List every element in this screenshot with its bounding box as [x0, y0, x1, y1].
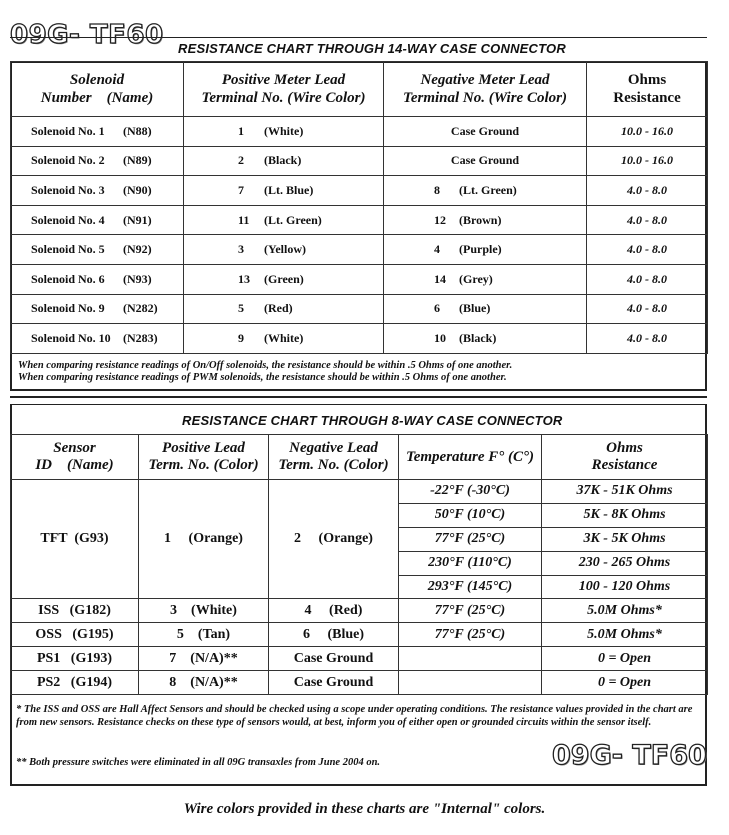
logo-top: 09G- TF60 — [10, 20, 164, 50]
solenoid-number: Solenoid No. 10 — [31, 330, 111, 345]
tft-ohms: 3K - 5K Ohms — [542, 527, 708, 551]
chart1-header-row — [11, 62, 708, 117]
solenoid-name: (N283) — [123, 330, 158, 345]
sensor-id: OSS (G195) — [11, 623, 139, 647]
temperature — [399, 647, 542, 671]
logo-bottom: 09G- TF60 — [552, 740, 707, 771]
header-text: ID (Name) — [35, 457, 114, 473]
ohms-value: 5.0M Ohms* — [542, 599, 708, 623]
terminal-number: 10 — [434, 330, 446, 345]
case-ground: Case Ground — [450, 123, 520, 138]
wire-color: (Red) — [264, 301, 293, 316]
solenoid-cell — [11, 117, 184, 147]
solenoid-name: (N282) — [123, 301, 158, 316]
terminal-number: 3 — [238, 242, 244, 257]
terminal-number: 14 — [434, 271, 446, 286]
wire-color: (Lt. Green) — [264, 212, 322, 227]
solenoid-cell — [11, 324, 184, 354]
header-text: Terminal No. (Wire Color) — [201, 90, 366, 106]
positive-lead: 5 (Tan) — [139, 623, 269, 647]
tft-temp: -22°F (-30°C) — [399, 480, 542, 504]
header-negative-lead — [269, 435, 399, 480]
header-text: Negative Meter Lead — [420, 72, 550, 88]
tft-ohms: 37K - 51K Ohms — [542, 480, 708, 504]
negative-terminal — [384, 294, 587, 324]
divider — [10, 396, 707, 398]
wire-color: (Lt. Blue) — [264, 182, 314, 197]
terminal-number: 4 — [434, 242, 440, 257]
temperature: 77°F (25°C) — [399, 599, 542, 623]
ohms-value: 0 = Open — [542, 671, 708, 695]
solenoid-name: (N91) — [123, 212, 152, 227]
wire-color: (Black) — [459, 330, 497, 345]
negative-lead: 4 (Red) — [269, 599, 399, 623]
solenoid-cell — [11, 264, 184, 294]
positive-lead: 3 (White) — [139, 599, 269, 623]
table-row — [11, 647, 708, 671]
wire-color: (Green) — [264, 271, 304, 286]
terminal-number: 1 — [238, 123, 244, 138]
solenoid-name: (N89) — [123, 153, 152, 168]
positive-terminal — [184, 324, 384, 354]
ohms-value: 10.0 - 16.0 — [587, 146, 708, 176]
tft-temp: 50°F (10°C) — [399, 503, 542, 527]
positive-lead: 7 (N/A)** — [139, 647, 269, 671]
terminal-number: 11 — [238, 212, 250, 227]
tft-ohms: 100 - 120 Ohms — [542, 575, 708, 599]
solenoid-cell — [11, 235, 184, 265]
header-text: Resistance — [613, 90, 681, 106]
table-row — [11, 480, 708, 504]
positive-terminal — [184, 294, 384, 324]
negative-terminal — [384, 117, 587, 147]
wire-color: (Yellow) — [264, 242, 306, 257]
table-row — [11, 623, 708, 647]
header-text: Sensor — [53, 440, 96, 456]
negative-lead: Case Ground — [269, 671, 399, 695]
header-text: Positive Lead — [162, 440, 245, 456]
footer-note: Wire colors provided in these charts are "Internal" colors. — [183, 801, 546, 817]
table-row — [11, 176, 708, 206]
header-text: Resistance — [591, 457, 658, 473]
terminal-number: 5 — [238, 301, 244, 316]
wire-color: (Lt. Green) — [459, 182, 517, 197]
tft-temp: 77°F (25°C) — [399, 527, 542, 551]
negative-lead: Case Ground — [269, 647, 399, 671]
table-row — [11, 146, 708, 176]
table-row — [11, 599, 708, 623]
pressure-switch-note: ** Both pressure switches were eliminated in all 09G transaxles from June 2004 on. — [16, 757, 381, 768]
negative-terminal — [384, 264, 587, 294]
ohms-value: 0 = Open — [542, 647, 708, 671]
positive-terminal — [184, 146, 384, 176]
negative-terminal — [384, 176, 587, 206]
wire-color: (Grey) — [459, 271, 493, 286]
solenoid-number: Solenoid No. 6 — [31, 271, 105, 286]
chart2-title: RESISTANCE CHART THROUGH 8-WAY CASE CONNECTOR — [182, 413, 563, 428]
solenoid-cell — [11, 205, 184, 235]
tft-id: TFT (G93) — [11, 480, 139, 599]
chart1-table — [10, 61, 708, 354]
ohms-value: 4.0 - 8.0 — [587, 294, 708, 324]
ohms-value: 10.0 - 16.0 — [587, 117, 708, 147]
tft-neg: 2 (Orange) — [269, 480, 399, 599]
table-row — [11, 235, 708, 265]
ohms-value: 4.0 - 8.0 — [587, 324, 708, 354]
case-ground: Case Ground — [450, 153, 520, 168]
solenoid-number: Solenoid No. 1 — [31, 123, 105, 138]
wire-color: (Purple) — [459, 242, 502, 257]
ohms-value: 5.0M Ohms* — [542, 623, 708, 647]
sensor-id: ISS (G182) — [11, 599, 139, 623]
ohms-value: 4.0 - 8.0 — [587, 235, 708, 265]
solenoid-number: Solenoid No. 4 — [31, 212, 105, 227]
note-line: When comparing resistance readings of On/Off solenoids, the resistance should be within .5 Ohms of one another. — [18, 360, 513, 371]
solenoid-name: (N88) — [123, 123, 152, 138]
header-text: Ohms — [606, 440, 643, 456]
terminal-number: 9 — [238, 330, 244, 345]
tft-pos: 1 (Orange) — [139, 480, 269, 599]
header-text: Term. No. (Color) — [278, 457, 389, 473]
chart2-header-row — [11, 435, 708, 480]
solenoid-name: (N90) — [123, 182, 152, 197]
table-row — [11, 324, 708, 354]
positive-lead: 8 (N/A)** — [139, 671, 269, 695]
table-row — [11, 671, 708, 695]
header-text: Term. No. (Color) — [148, 457, 259, 473]
solenoid-name: (N93) — [123, 271, 152, 286]
header-sensor — [11, 435, 139, 480]
wire-color: (Blue) — [459, 301, 491, 316]
solenoid-cell — [11, 176, 184, 206]
table-row — [11, 117, 708, 147]
negative-terminal — [384, 146, 587, 176]
temperature: 77°F (25°C) — [399, 623, 542, 647]
tft-ohms: 5K - 8K Ohms — [542, 503, 708, 527]
sensor-id: PS2 (G194) — [11, 671, 139, 695]
header-text: Negative Lead — [289, 440, 378, 456]
temperature — [399, 671, 542, 695]
ohms-value: 4.0 - 8.0 — [587, 264, 708, 294]
ohms-value: 4.0 - 8.0 — [587, 176, 708, 206]
header-positive — [184, 62, 384, 117]
terminal-number: 13 — [238, 271, 250, 286]
positive-terminal — [184, 205, 384, 235]
header-ohms — [587, 62, 708, 117]
chart1-note — [18, 360, 512, 384]
negative-terminal — [384, 205, 587, 235]
header-text: Terminal No. (Wire Color) — [403, 90, 567, 106]
positive-terminal — [184, 176, 384, 206]
solenoid-name: (N92) — [123, 242, 152, 257]
header-negative — [384, 62, 587, 117]
iss-oss-note: * The ISS and OSS are Hall Affect Sensors and should be checked using a scope under operating conditions. The resistance values provided in the chart are from new sensors. Resistance checks on these type of sensors would, at best, inform you of either open or grounded circuits within the sensor itself. — [16, 704, 693, 728]
sensor-id: PS1 (G193) — [11, 647, 139, 671]
terminal-number: 2 — [238, 153, 244, 168]
positive-terminal — [184, 264, 384, 294]
wire-color: (White) — [264, 123, 304, 138]
negative-terminal — [384, 235, 587, 265]
solenoid-cell — [11, 146, 184, 176]
wire-color: (Black) — [264, 153, 302, 168]
terminal-number: 7 — [238, 182, 244, 197]
chart2-table — [10, 434, 708, 695]
terminal-number: 6 — [434, 301, 440, 316]
solenoid-number: Solenoid No. 5 — [31, 242, 105, 257]
solenoid-number: Solenoid No. 2 — [31, 153, 105, 168]
top-rule — [10, 37, 707, 38]
bottom-rule — [10, 784, 707, 786]
terminal-number: 8 — [434, 182, 440, 197]
wire-color: (Brown) — [459, 212, 502, 227]
table-row — [11, 264, 708, 294]
positive-terminal — [184, 117, 384, 147]
table-row — [11, 294, 708, 324]
tft-ohms: 230 - 265 Ohms — [542, 551, 708, 575]
table-row — [11, 205, 708, 235]
note-line: When comparing resistance readings of PWM solenoids, the resistance should be within .5 Ohms of one another. — [18, 372, 507, 383]
header-temperature: Temperature F° (C°) — [399, 435, 542, 480]
positive-terminal — [184, 235, 384, 265]
solenoid-number: Solenoid No. 3 — [31, 182, 105, 197]
negative-terminal — [384, 324, 587, 354]
header-positive-lead — [139, 435, 269, 480]
header-text: Positive Meter Lead — [221, 72, 346, 88]
tft-temp: 230°F (110°C) — [399, 551, 542, 575]
negative-lead: 6 (Blue) — [269, 623, 399, 647]
header-text: Ohms — [627, 72, 667, 88]
header-ohms-resistance — [542, 435, 708, 480]
chart1-title: RESISTANCE CHART THROUGH 14-WAY CASE CONNECTOR — [178, 41, 566, 56]
terminal-number: 12 — [434, 212, 446, 227]
wire-color: (White) — [264, 330, 304, 345]
ohms-value: 4.0 - 8.0 — [587, 205, 708, 235]
tft-temp: 293°F (145°C) — [399, 575, 542, 599]
header-text: Number (Name) — [40, 90, 154, 106]
header-text: Solenoid — [69, 72, 125, 88]
solenoid-cell — [11, 294, 184, 324]
header-solenoid — [11, 62, 184, 117]
solenoid-number: Solenoid No. 9 — [31, 301, 105, 316]
